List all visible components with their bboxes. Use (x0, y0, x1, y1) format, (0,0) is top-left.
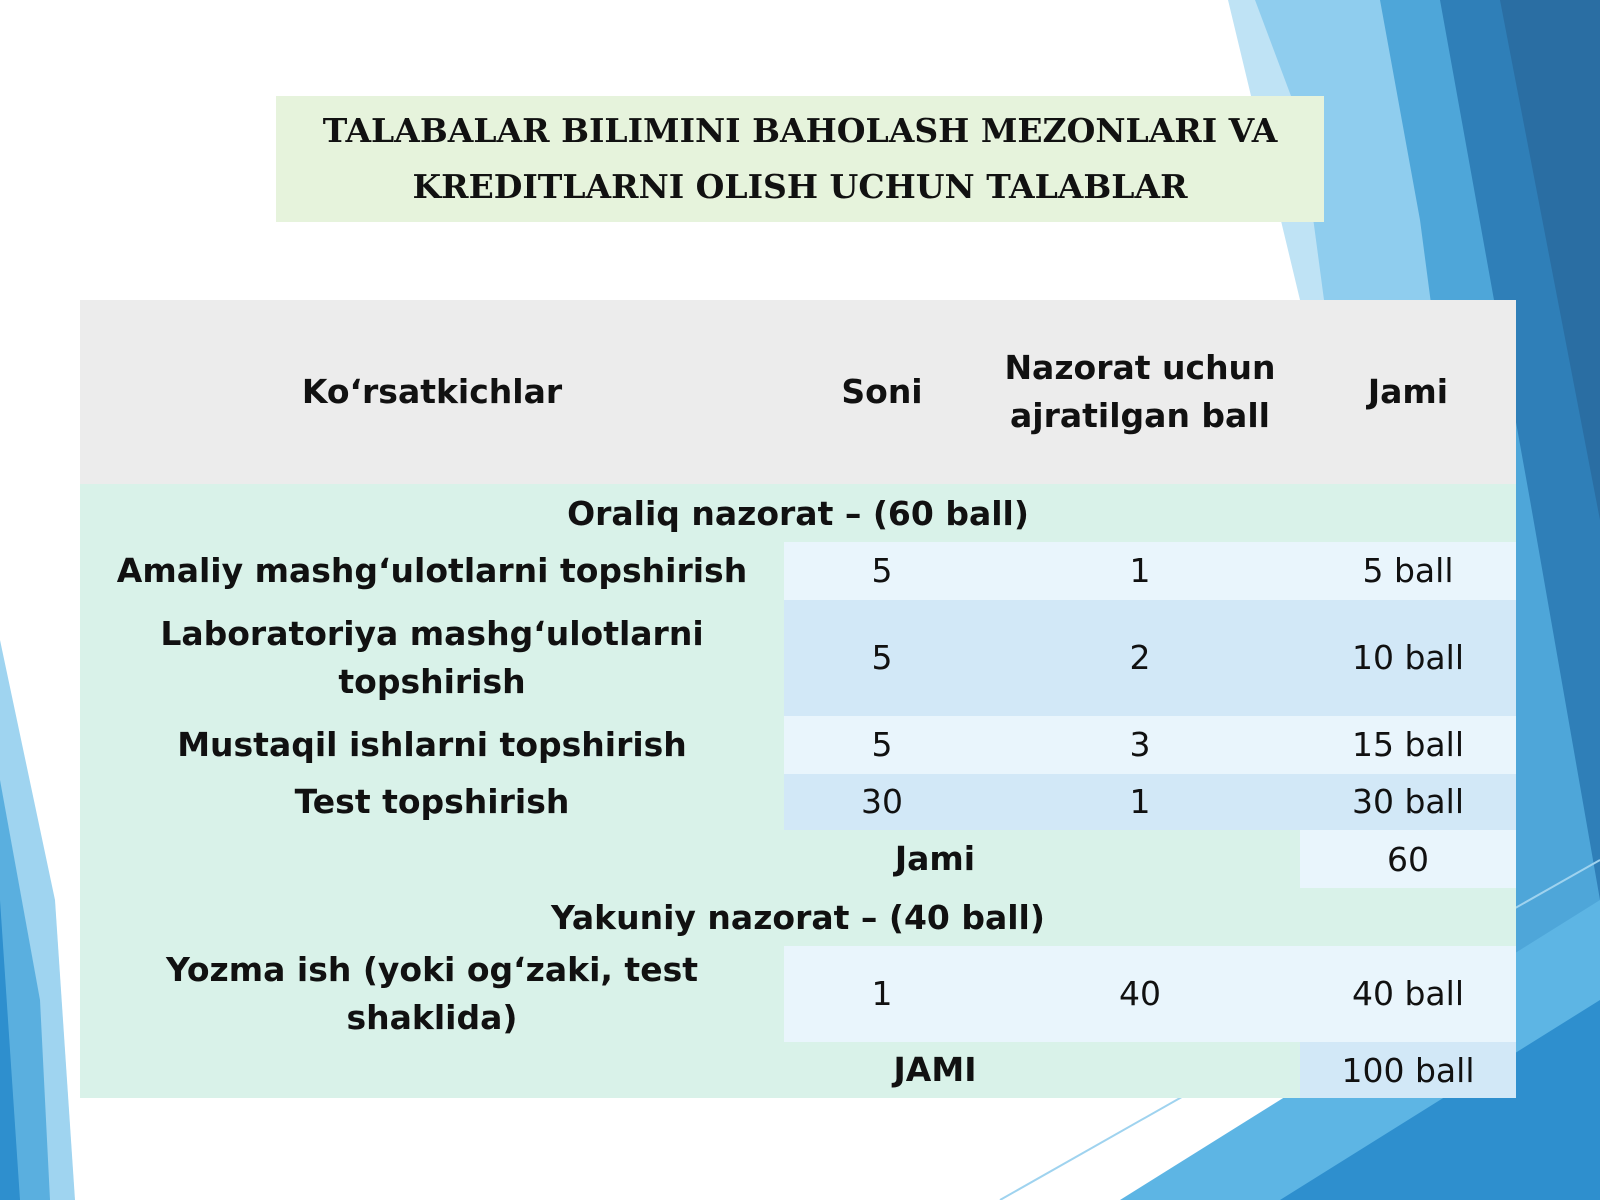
total-label: JAMI (80, 1042, 1300, 1098)
row-jami: 30 ball (1300, 774, 1516, 830)
slide-title: TALABALAR BILIMINI BAHOLASH MEZONLARI VA KREDITLARNI OLISH UCHUN TALABLAR (322, 111, 1278, 206)
header-jami: Jami (1300, 300, 1516, 484)
row-ball: 1 (980, 774, 1300, 830)
row-ball: 40 (980, 946, 1300, 1042)
header-nazorat-ball: Nazorat uchun ajratilgan ball (980, 300, 1300, 484)
subtotal-value: 60 (1300, 830, 1516, 888)
total-value: 100 ball (1300, 1042, 1516, 1098)
row-label: Mustaqil ishlarni topshirish (80, 716, 784, 774)
section-row-yakuniy (80, 888, 1516, 946)
header-soni: Soni (784, 300, 980, 484)
row-ball: 3 (980, 716, 1300, 774)
row-label: Test topshirish (80, 774, 784, 830)
row-soni: 30 (784, 774, 980, 830)
row-soni: 5 (784, 542, 980, 600)
row-label: Laboratoriya mashg‘ulotlarni topshirish (80, 600, 784, 716)
table-row (80, 946, 1516, 1042)
section-row-oraliq (80, 484, 1516, 542)
row-soni: 5 (784, 600, 980, 716)
row-jami: 40 ball (1300, 946, 1516, 1042)
table-row (80, 542, 1516, 600)
title-banner (276, 96, 1324, 222)
table-header-row (80, 300, 1516, 484)
row-label: Amaliy mashg‘ulotlarni topshirish (80, 542, 784, 600)
section-title-yakuniy: Yakuniy nazorat – (40 ball) (80, 888, 1516, 946)
row-jami: 10 ball (1300, 600, 1516, 716)
table-row (80, 716, 1516, 774)
row-ball: 2 (980, 600, 1300, 716)
header-korsatkichlar: Ko‘rsatkichlar (80, 300, 784, 484)
grading-criteria-table (80, 300, 1516, 1098)
table-row (80, 774, 1516, 830)
row-soni: 1 (784, 946, 980, 1042)
row-soni: 5 (784, 716, 980, 774)
table-row (80, 600, 1516, 716)
subtotal-row (80, 830, 1516, 888)
row-jami: 5 ball (1300, 542, 1516, 600)
row-jami: 15 ball (1300, 716, 1516, 774)
total-row (80, 1042, 1516, 1098)
section-title-oraliq: Oraliq nazorat – (60 ball) (80, 484, 1516, 542)
row-ball: 1 (980, 542, 1300, 600)
row-label: Yozma ish (yoki og‘zaki, test shaklida) (80, 946, 784, 1042)
subtotal-label: Jami (80, 830, 1300, 888)
